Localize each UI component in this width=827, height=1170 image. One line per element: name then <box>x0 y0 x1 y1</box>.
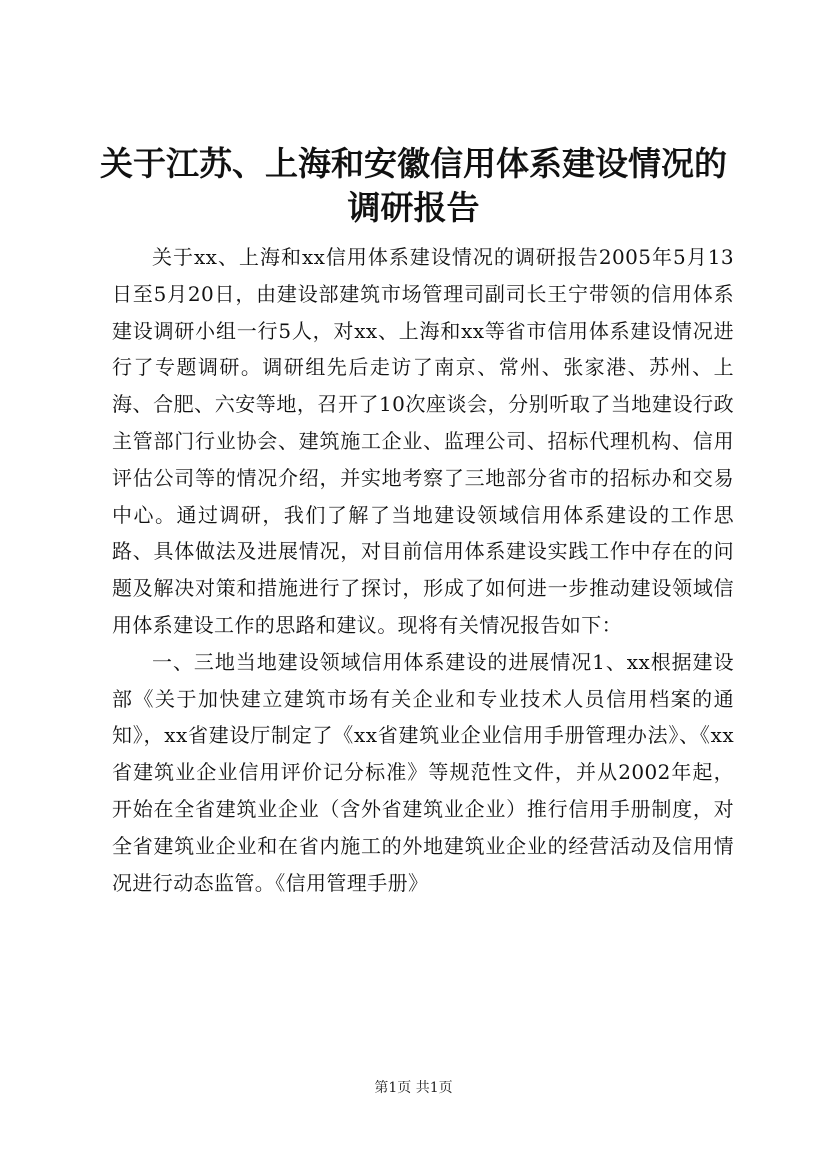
document-body <box>112 239 734 901</box>
paragraph-intro: 关于xx、上海和xx信用体系建设情况的调研报告2005年5月13日至5月20日，由建设部建筑市场管理司副司长王宁带领的信用体系建设调研小组一行5人，对xx、上海和xx等省市信用体系建设情况进行了专题调研。调研组先后走访了南京、常州、张家港、苏州、上海、合肥、六安等地，召开了10次座谈会，分别听取了当地建设行政主管部门行业协会、建筑施工企业、监理公司、招标代理机构、信用评估公司等的情况介绍，并实地考察了三地部分省市的招标办和交易中心。通过调研，我们了解了当地建设领域信用体系建设的工作思路、具体做法及进展情况，对目前信用体系建设实践工作中存在的问题及解决对策和措施进行了探讨，形成了如何进一步推动建设领域信用体系建设工作的思路和建议。现将有关情况报告如下： <box>112 245 734 637</box>
document-title: 关于江苏、上海和安徽信用体系建设情况的调研报告 <box>100 144 727 227</box>
page-footer: 第1页 共1页 <box>374 1080 453 1096</box>
paragraph-section-one: 一、三地当地建设领域信用体系建设的进展情况1、xx根据建设部《关于加快建立建筑市场有关企业和专业技术人员信用档案的通知》，xx省建设厅制定了《xx省建筑业企业信用手册管理办法》、《xx省建筑业企业信用评价记分标准》等规范性文件，并从2002年起，开始在全省建筑业企业（含外省建筑业企业）推行信用手册制度，对全省建筑业企业和在省内施工的外地建筑业企业的经营活动及信用情况进行动态监管。《信用管理手册》 <box>112 649 734 895</box>
